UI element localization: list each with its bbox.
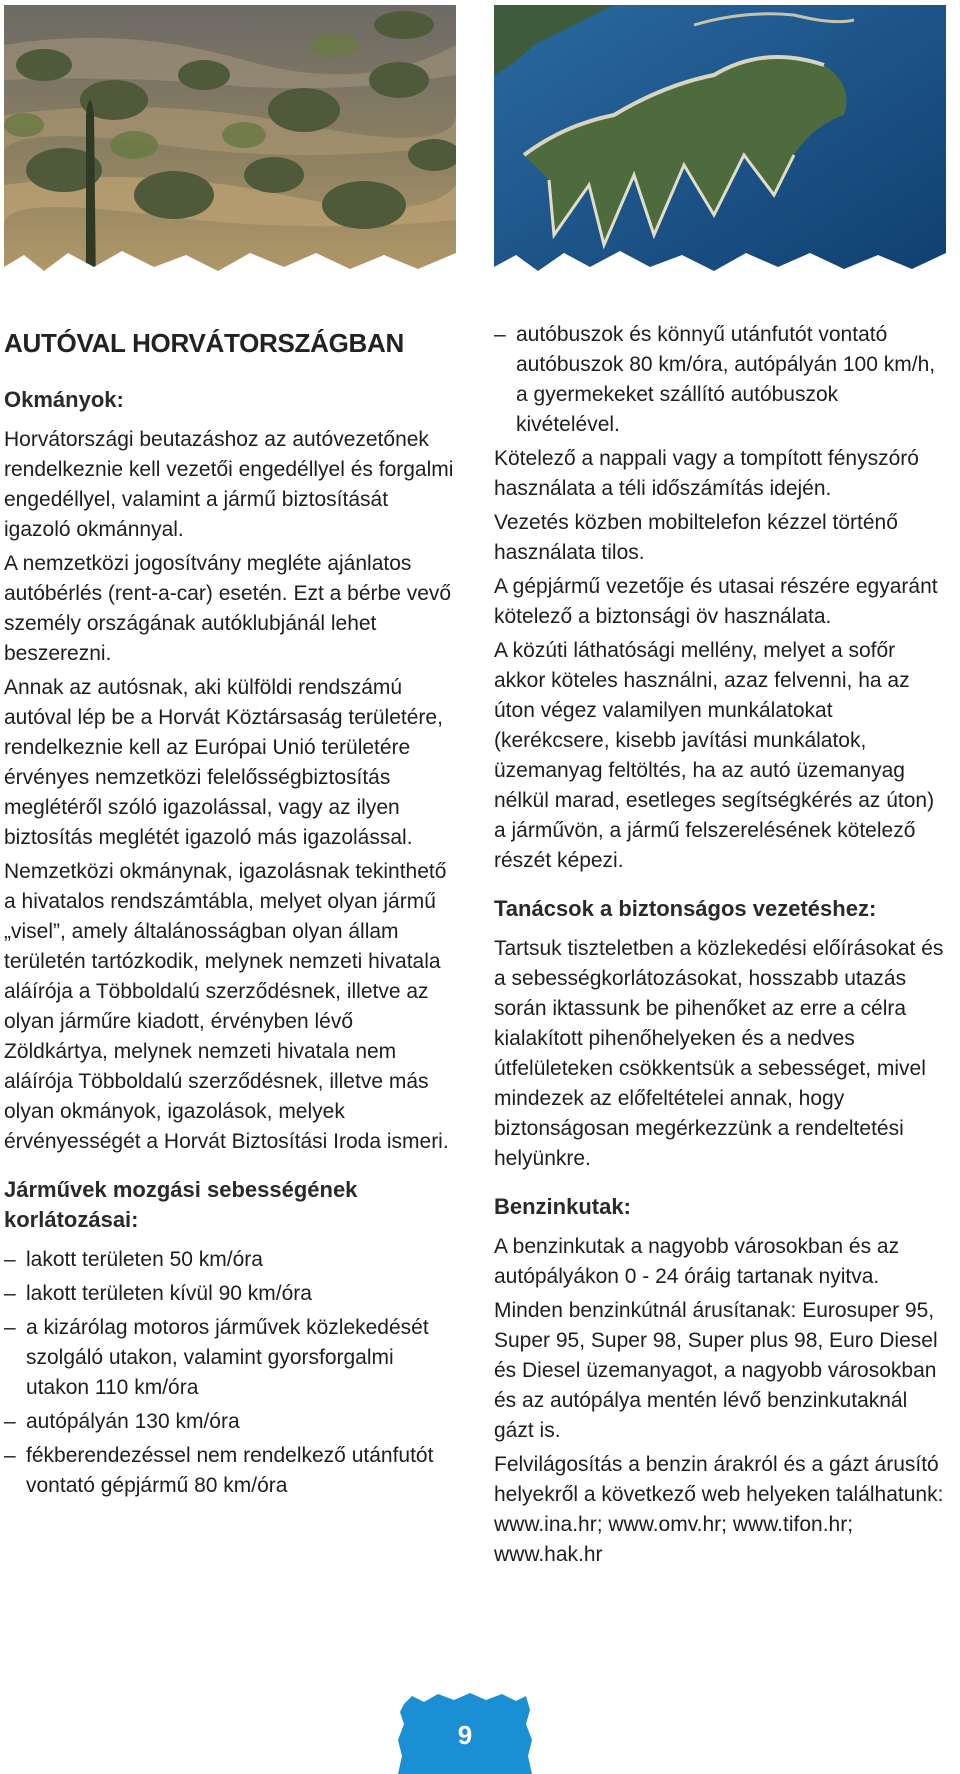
traffic-rule-paragraph: A gépjármű vezetője és utasai részére egyaránt kötelező a biztonsági öv használata. <box>494 575 938 628</box>
speed-limit-item: – autóbuszok és könnyű utánfutót vontató autóbuszok 80 km/óra, autópályán 100 km/h, a gyermekeket szállító autóbuszok kivételével. <box>494 320 946 440</box>
speed-limits-heading: Járművek mozgási sebességének korlátozásai: <box>4 1177 358 1232</box>
page-title: AUTÓVAL HORVÁTORSZÁGBAN <box>4 328 404 358</box>
island-aerial-photo <box>494 5 946 289</box>
speed-limit-item: – fékberendezéssel nem rendelkező utánfutót vontató gépjármű 80 km/óra <box>4 1441 456 1501</box>
safety-tips-heading: Tanácsok a biztonságos vezetéshez: <box>494 896 877 921</box>
documents-paragraph: A nemzetközi jogosítvány megléte ajánlatos autóbérlés (rent-a-car) esetén. Ezt a bérbe vevő személy országának autóklubjánál lehet beszerezni. <box>4 552 452 665</box>
petrol-stations-heading: Benzinkutak: <box>494 1194 631 1219</box>
documents-paragraph: Annak az autósnak, aki külföldi rendszámú autóval lép be a Horvát Köztársaság területére, rendelkeznie kell az Európai Unió területére érvényes nemzetközi felelősségbiztosítás meglétéről szóló igazolással, vagy az ilyen biztosítás meglétét igazoló más igazolással. <box>4 676 443 849</box>
hillside-photo <box>4 5 456 289</box>
documents-paragraph: Nemzetközi okmánynak, igazolásnak tekinthető a hivatalos rendszámtábla, melyet olyan jármű „visel”, amely általánosságban olyan állam területén tartózkodik, melynek nemzeti hivatala aláírója a Többoldalú szerződésnek, illetve az olyan járműre kiadott, érvényben lévő Zöldkártya, melynek nemzeti hivatala nem aláírója Többoldalú szerződésnek, illetve más olyan okmányok, igazolások, melyek érvényességét a Horvát Biztosítási Iroda ismeri. <box>4 860 449 1153</box>
page-number: 9 <box>457 1720 473 1750</box>
speed-limit-item: – a kizárólag motoros járművek közlekedését szolgáló utakon, valamint gyorsforgalmi utakon 110 km/óra <box>4 1313 456 1403</box>
speed-limits-list <box>4 1245 456 1501</box>
left-column <box>4 320 456 1505</box>
petrol-stations-paragraph: A benzinkutak a nagyobb városokban és az autópályákon 0 - 24 óráig tartanak nyitva. <box>494 1235 900 1288</box>
page-number-tab <box>398 1690 532 1774</box>
speed-limit-item: – lakott területen 50 km/óra <box>4 1245 456 1275</box>
documents-paragraph: Horvátországi beutazáshoz az autóvezetőnek rendelkeznie kell vezetői engedéllyel és forgalmi engedéllyel, valamint a jármű biztosítását igazoló okmánnyal. <box>4 428 454 541</box>
documents-heading: Okmányok: <box>4 387 124 412</box>
speed-limits-list-continued <box>494 320 946 440</box>
traffic-rule-paragraph: Vezetés közben mobiltelefon kézzel történő használata tilos. <box>494 511 898 564</box>
speed-limit-item: – autópályán 130 km/óra <box>4 1407 456 1437</box>
petrol-stations-paragraph: Minden benzinkútnál árusítanak: Eurosuper 95, Super 95, Super 98, Super plus 98, Euro Diesel és Diesel üzemanyagot, a nagyobb városokban és az autópálya mentén lévő benzinkutaknál gázt is. <box>494 1299 938 1442</box>
speed-limit-item: – lakott területen kívül 90 km/óra <box>4 1279 456 1309</box>
right-column <box>494 320 946 1574</box>
traffic-rule-paragraph: A közúti láthatósági mellény, melyet a sofőr akkor köteles használni, azaz felvenni, ha az úton végez valamilyen munkálatokat (kerékcsere, kisebb javítási munkálatok, üzemanyag feltöltés, ha az autó üzemanyag nélkül marad, esetleges segítségkérés az úton) a járművön, a jármű felszerelésének kötelező részét képezi. <box>494 639 935 872</box>
petrol-stations-paragraph: Felvilágosítás a benzin árakról és a gázt árusító helyekről a következő web helyeken találhatunk: www.ina.hr; www.omv.hr; www.tifon.hr; www.hak.hr <box>494 1453 944 1566</box>
safety-tips-paragraph: Tartsuk tiszteletben a közlekedési előírásokat és a sebességkorlátozásokat, hosszabb utazás során iktassunk be pihenőket az erre a célra kialakított pihenőhelyeken és a nedves útfelületeken csökkentsük a sebességet, mivel mindezek az előfeltételei annak, hogy biztonságosan megérkezzünk a rendeltetési helyünkre. <box>494 937 944 1170</box>
traffic-rule-paragraph: Kötelező a nappali vagy a tompított fényszóró használata a téli időszámítás idején. <box>494 447 919 500</box>
